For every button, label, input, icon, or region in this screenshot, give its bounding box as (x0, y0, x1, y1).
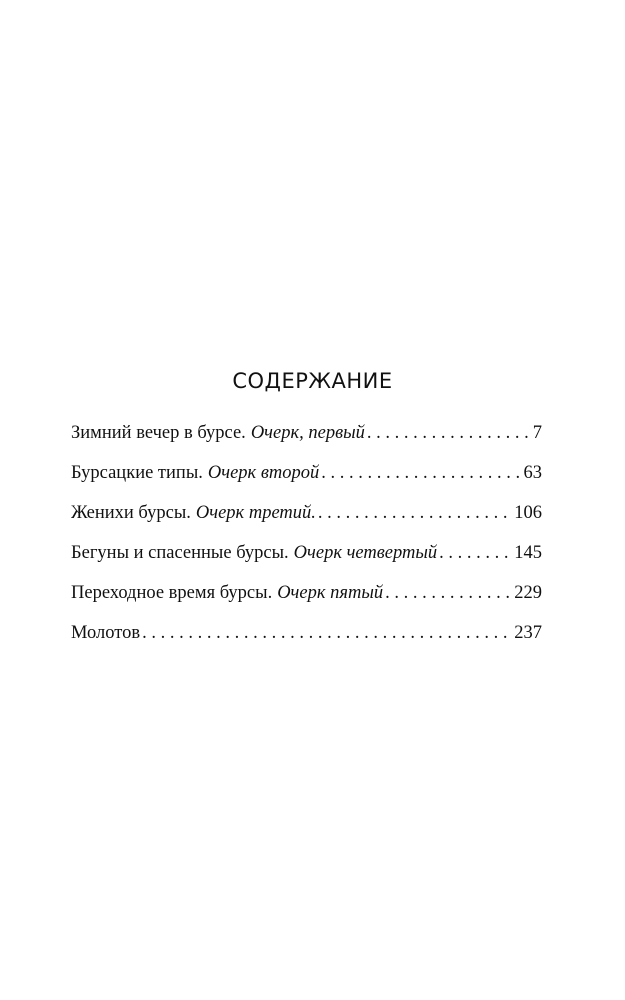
dot-leader (367, 423, 531, 444)
toc-entry-subtitle: Очерк пятый (277, 583, 384, 603)
toc-entry-page-number: 145 (514, 543, 542, 563)
toc-entry-page-number: 63 (523, 463, 542, 483)
toc-entry-title: Молотов (71, 623, 141, 643)
toc-entry-title: Женихи бурсы. (71, 503, 191, 523)
toc-entry-page-number: 7 (532, 423, 542, 443)
toc-entry-subtitle: Очерк, первый (250, 423, 365, 443)
toc-entry-6 (71, 623, 542, 663)
dot-leader (318, 503, 512, 524)
toc-entry-subtitle: Очерк третий. (195, 503, 316, 523)
toc-entry-subtitle: Очерк четвертый (293, 543, 438, 563)
toc-entry-1 (71, 423, 542, 463)
toc-entry-subtitle: Очерк второй (207, 463, 320, 483)
toc-list (71, 423, 542, 663)
toc-entry-3 (71, 503, 542, 543)
toc-entry-title: Бегуны и спасенные бурсы. (71, 543, 289, 563)
dot-leader (321, 463, 521, 484)
toc-entry-2 (71, 463, 542, 503)
toc-entry-page-number: 229 (514, 583, 542, 603)
toc-entry-page-number: 237 (514, 623, 542, 643)
dot-leader (439, 543, 512, 564)
dot-leader (142, 623, 512, 644)
toc-heading: СОДЕРЖАНИЕ (232, 369, 393, 393)
dot-leader (385, 583, 512, 604)
toc-entry-title: Переходное время бурсы. (71, 583, 273, 603)
toc-entry-5 (71, 583, 542, 623)
toc-entry-title: Бурсацкие типы. (71, 463, 203, 483)
toc-entry-4 (71, 543, 542, 583)
toc-entry-page-number: 106 (514, 503, 542, 523)
toc-entry-title: Зимний вечер в бурсе. (71, 423, 246, 443)
